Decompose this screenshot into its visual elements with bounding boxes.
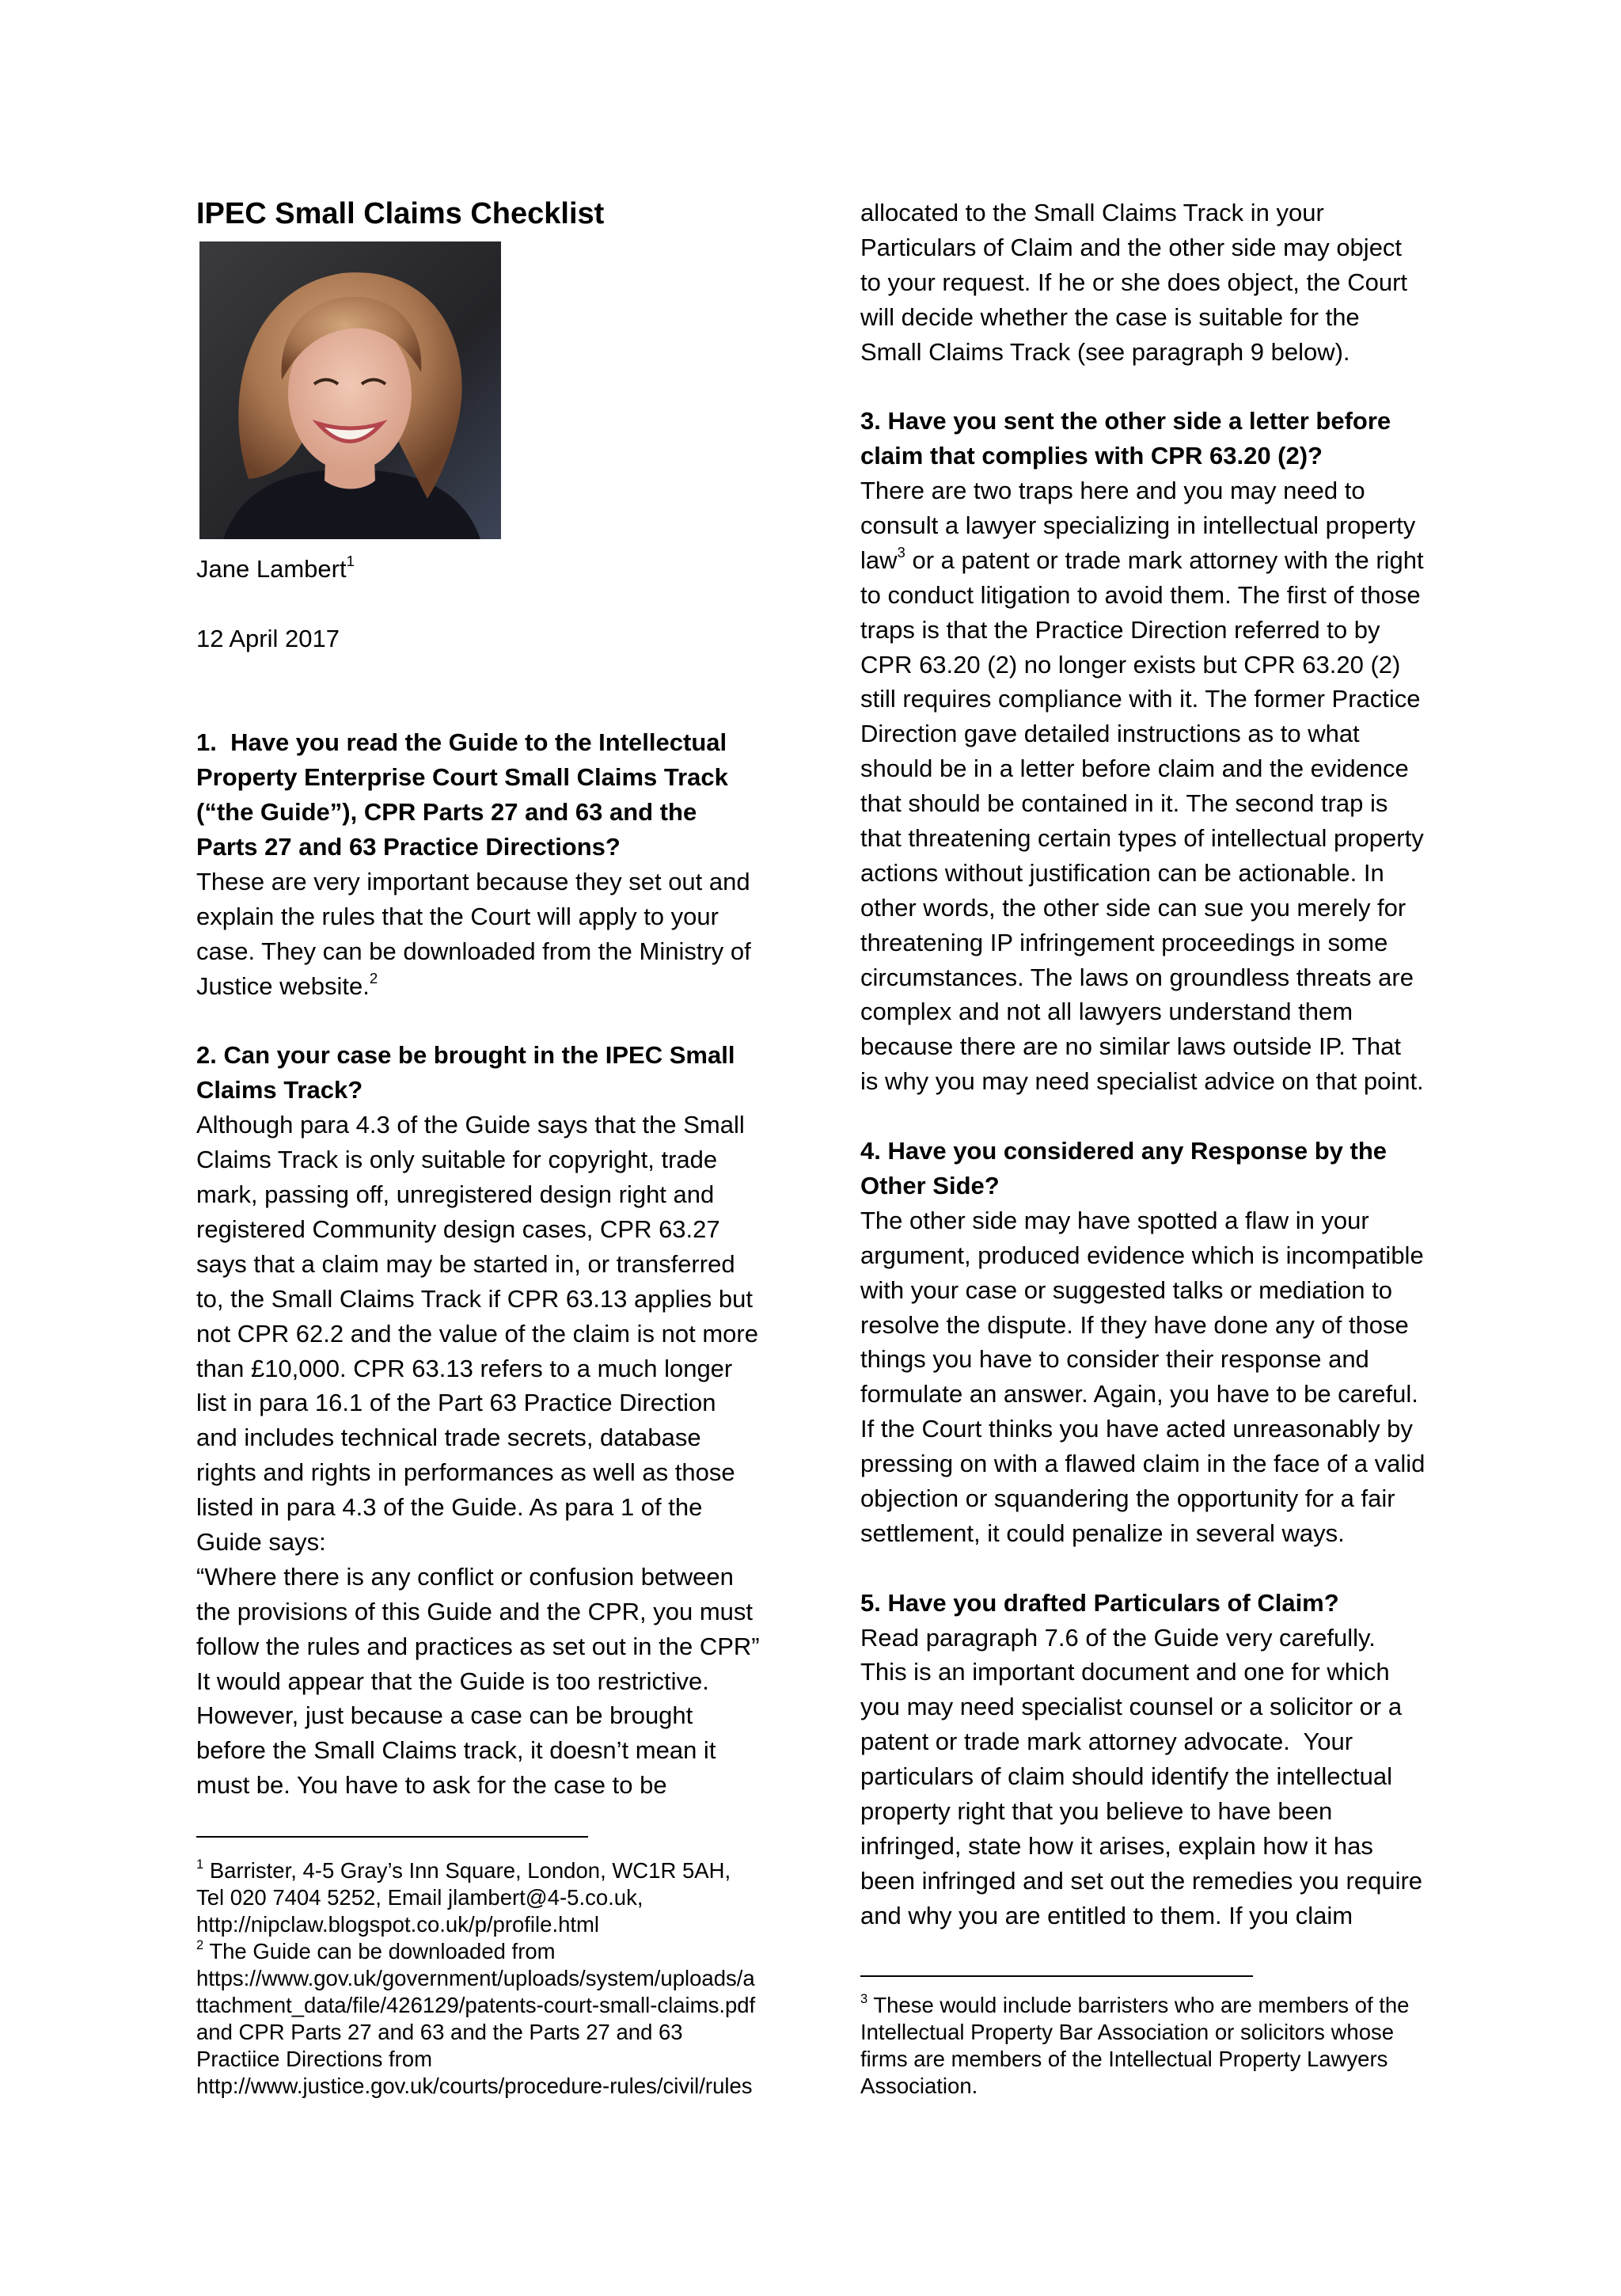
body-text-line: property right that you believe to have been — [860, 1796, 1333, 1825]
body-text-line: things you have to consider their response and — [860, 1345, 1369, 1374]
footnote-line — [196, 1938, 798, 1965]
body-text-line: patent or trade mark attorney advocate. Your — [860, 1728, 1353, 1756]
body-text-line: and why you are entitled to them. If you claim — [860, 1901, 1353, 1929]
body-text-line: “Where there is any conflict or confusion between — [196, 1562, 734, 1591]
body-text-line: explain the rules that the Court will apply to your — [196, 902, 719, 930]
body-text-line: before the Small Claims track, it doesn’t mean it — [196, 1736, 716, 1765]
body-text-line: will decide whether the case is suitable for the — [860, 302, 1360, 331]
section-heading-line: 2. Can your case be brought in the IPEC Small — [196, 1041, 735, 1070]
footnote-line: Intellectual Property Bar Association or solicitors whose — [860, 2020, 1395, 2044]
footnote-line-text: The Guide can be downloaded from — [203, 1939, 556, 1963]
section-1 — [196, 725, 774, 1003]
footnote-line: https://www.gov.uk/government/uploads/system/uploads/a — [196, 1966, 755, 1990]
author-photo — [199, 241, 501, 539]
section-heading-line: 5. Have you drafted Particulars of Claim? — [860, 1588, 1339, 1617]
body-text-line: formulate an answer. Again, you have to be careful. — [860, 1380, 1418, 1408]
section-heading-line: Claims Track? — [196, 1076, 363, 1104]
body-text-line: been infringed and set out the remedies you require — [860, 1866, 1423, 1895]
body-text-line-text: Justice website. — [196, 971, 370, 1000]
body-text-line: other words, the other side can sue you merely for — [860, 893, 1407, 922]
body-text-line — [196, 969, 774, 1004]
body-text-line: consult a lawyer specializing in intellectual property — [860, 511, 1416, 540]
body-text-line: should be in a letter before claim and the evidence — [860, 755, 1409, 783]
body-text-line: complex and not all lawyers understand them — [860, 998, 1353, 1026]
footnote-ref: 1 — [346, 553, 355, 570]
body-text-line: CPR 63.20 (2) no longer exists but CPR 63.20 (2) — [860, 650, 1401, 679]
footnotes-right — [860, 1992, 1462, 2100]
body-text-line: resolve the dispute. If they have done any of those — [860, 1310, 1409, 1339]
body-text-line-text: law — [860, 545, 898, 574]
body-text-line: However, just because a case can be brought — [196, 1701, 693, 1730]
body-text-line: Guide says: — [196, 1527, 326, 1556]
section-3 — [860, 404, 1438, 1099]
body-text-line: rights and rights in performances as well as those — [196, 1458, 735, 1487]
body-text-line: These are very important because they set out and — [196, 868, 750, 896]
body-text-line: Claims Track is only suitable for copyright, trade — [196, 1146, 718, 1174]
body-text-line: that threatening certain types of intellectual property — [860, 824, 1424, 853]
section-1-heading — [196, 725, 774, 865]
left-column — [196, 552, 774, 1803]
section-2-heading — [196, 1038, 774, 1108]
body-text-line: is why you may need specialist advice on that point. — [860, 1067, 1424, 1096]
body-text-line: mark, passing off, unregistered design right and — [196, 1180, 715, 1209]
footnote-ref: 3 — [897, 543, 905, 561]
body-text-line: and includes technical trade secrets, database — [196, 1424, 701, 1452]
section-2-body-continued — [860, 196, 1438, 369]
body-text-line: case. They can be downloaded from the Ministry of — [196, 937, 751, 965]
body-text-line: actions without justification can be actionable. In — [860, 858, 1384, 887]
footnote-line: firms are members of the Intellectual Property Lawyers — [860, 2047, 1388, 2071]
section-4-heading — [860, 1134, 1438, 1203]
body-text-line: follow the rules and practices as set out in the CPR” — [196, 1632, 760, 1660]
section-heading-line: Property Enterprise Court Small Claims Track — [196, 763, 728, 792]
section-heading-line: claim that complies with CPR 63.20 (2)? — [860, 442, 1323, 470]
section-heading-line: (“the Guide”), CPR Parts 27 and 63 and the — [196, 798, 697, 827]
author-byline — [196, 552, 774, 587]
body-text-line: Although para 4.3 of the Guide says that the Small — [196, 1111, 745, 1139]
body-text-line — [860, 543, 1438, 578]
body-text-line: There are two traps here and you may need to — [860, 477, 1365, 505]
section-heading-line: Parts 27 and 63 Practice Directions? — [196, 833, 621, 861]
footnote-line: http://www.justice.gov.uk/courts/procedure-rules/civil/rules — [196, 2074, 753, 2098]
footnote-line-text: These would include barristers who are members of the — [867, 1993, 1410, 2017]
footnote-separator — [860, 1975, 1253, 1977]
body-text-line: The other side may have spotted a flaw in your — [860, 1206, 1369, 1234]
footnotes-left — [196, 1857, 798, 2100]
body-text-line: allocated to the Small Claims Track in your — [860, 199, 1324, 226]
section-4 — [860, 1134, 1438, 1551]
body-text-line: Small Claims Track (see paragraph 9 below). — [860, 337, 1350, 366]
footnote-ref: 2 — [196, 1937, 204, 1952]
body-text-line: This is an important document and one for which — [860, 1658, 1390, 1686]
section-3-body — [860, 473, 1438, 1099]
body-text-line: to, the Small Claims Track if CPR 63.13 applies but — [196, 1284, 753, 1313]
footnote-line: Practiice Directions from — [196, 2047, 432, 2071]
body-text-line: pressing on with a flawed claim in the face of a valid — [860, 1450, 1425, 1478]
document-title: IPEC Small Claims Checklist — [196, 197, 605, 230]
section-heading-line: 4. Have you considered any Response by the — [860, 1137, 1388, 1165]
body-text-line: threatening IP infringement proceedings in some — [860, 928, 1388, 956]
document-date: 12 April 2017 — [196, 624, 340, 652]
body-text-line: list in para 16.1 of the Part 63 Practice Direction — [196, 1389, 716, 1417]
body-text-line-text: or a patent or trade mark attorney with the right — [905, 545, 1424, 574]
body-text-line: settlement, it could penalize in several ways. — [860, 1519, 1345, 1547]
footnote-line: ttachment_data/file/426129/patents-court-small-claims.pdf — [196, 1993, 756, 2017]
body-text-line: not CPR 62.2 and the value of the claim is not more — [196, 1319, 758, 1348]
body-text-line: objection or squandering the opportunity for a fair — [860, 1484, 1395, 1512]
section-5-heading — [860, 1586, 1438, 1621]
footnote-separator — [196, 1836, 588, 1838]
body-text-line: Read paragraph 7.6 of the Guide very carefully. — [860, 1623, 1376, 1652]
section-1-body — [196, 865, 774, 1004]
footnote-ref: 3 — [860, 1991, 868, 2006]
author-name: Jane Lambert — [196, 555, 347, 583]
body-text-line: It would appear that the Guide is too restrictive. — [196, 1667, 709, 1695]
footnote-ref: 2 — [369, 969, 378, 986]
footnote-line: http://nipclaw.blogspot.co.uk/p/profile.html — [196, 1912, 600, 1937]
section-5 — [860, 1586, 1438, 1933]
section-5-body — [860, 1621, 1438, 1933]
body-text-line: because there are no similar laws outside IP. That — [860, 1032, 1401, 1061]
footnote-line: Association. — [860, 2074, 978, 2098]
body-text-line: circumstances. The laws on groundless threats are — [860, 963, 1414, 991]
body-text-line: listed in para 4.3 of the Guide. As para 1 of the — [196, 1493, 703, 1522]
body-text-line: must be. You have to ask for the case to be — [196, 1771, 667, 1800]
body-text-line: says that a claim may be started in, or transferred — [196, 1249, 735, 1278]
body-text-line: than £10,000. CPR 63.13 refers to a much longer — [196, 1354, 733, 1382]
body-text-line: registered Community design cases, CPR 63.27 — [196, 1215, 720, 1243]
body-text-line: to your request. If he or she does object, the Court — [860, 268, 1408, 296]
body-text-line: infringed, state how it arises, explain how it has — [860, 1831, 1373, 1860]
body-text-line: If the Court thinks you have acted unreasonably by — [860, 1415, 1413, 1443]
body-text-line: the provisions of this Guide and the CPR, you must — [196, 1597, 754, 1625]
body-text-line: Particulars of Claim and the other side may object — [860, 233, 1403, 261]
body-text-line: argument, produced evidence which is incompatible — [860, 1241, 1424, 1269]
body-text-line: still requires compliance with it. The former Practice — [860, 685, 1421, 713]
body-text-line: that should be contained in it. The second trap is — [860, 789, 1388, 818]
footnote-line: Tel 020 7404 5252, Email jlambert@4-5.co.uk, — [196, 1885, 643, 1910]
footnote-line — [860, 1992, 1462, 2019]
footnote-line: and CPR Parts 27 and 63 and the Parts 27 and 63 — [196, 2020, 683, 2044]
section-4-body — [860, 1203, 1438, 1551]
section-heading-line: 1. Have you read the Guide to the Intellectual — [196, 728, 727, 757]
body-text-line: to conduct litigation to avoid them. The first of those — [860, 580, 1421, 609]
body-text-line: traps is that the Practice Direction referred to by — [860, 615, 1380, 644]
section-2-body — [196, 1108, 774, 1803]
section-heading-line: 3. Have you sent the other side a letter before — [860, 407, 1391, 435]
body-text-line: Direction gave detailed instructions as to what — [860, 720, 1360, 748]
body-text-line: you may need specialist counsel or a solicitor or a — [860, 1693, 1403, 1721]
footnote-line-text: Barrister, 4-5 Gray’s Inn Square, London, WC1R 5AH, — [203, 1858, 731, 1883]
right-column — [860, 196, 1438, 1933]
body-text-line: with your case or suggested talks or mediation to — [860, 1275, 1393, 1304]
body-text-line: particulars of claim should identify the intellectual — [860, 1762, 1393, 1791]
section-heading-line: Other Side? — [860, 1171, 1000, 1199]
section-3-heading — [860, 404, 1438, 473]
section-2 — [196, 1038, 774, 1803]
footnote-ref: 1 — [196, 1857, 204, 1872]
footnote-line — [196, 1857, 798, 1884]
